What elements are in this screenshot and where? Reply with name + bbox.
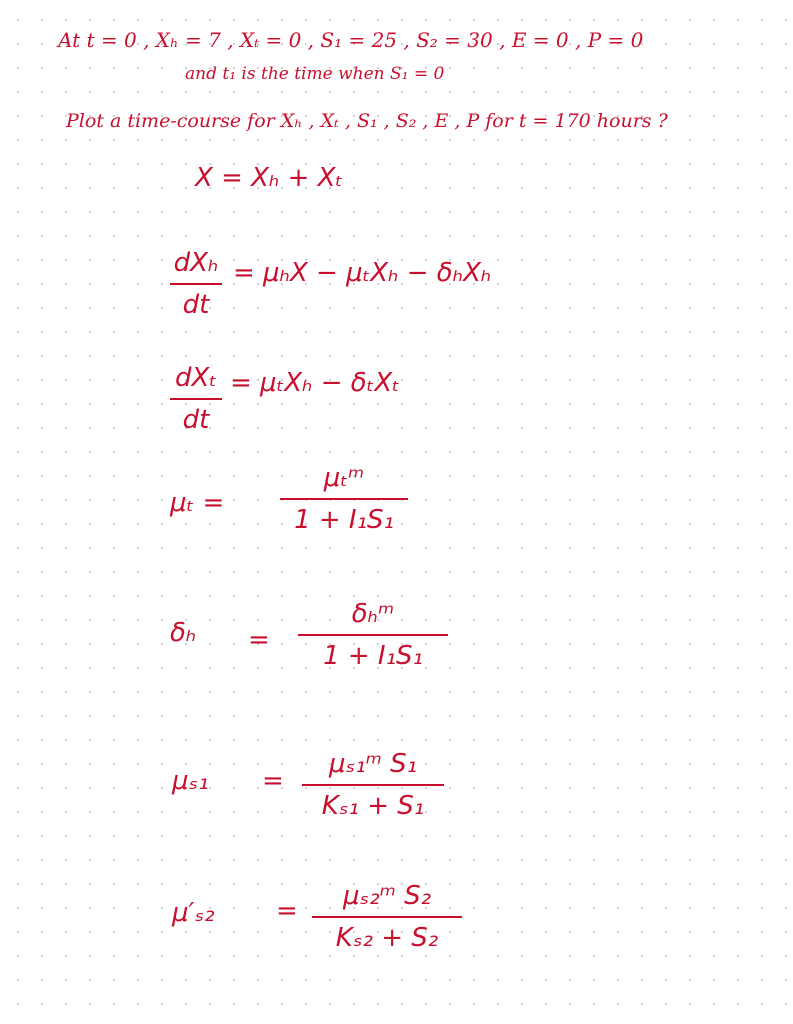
delta-h-numerator: δₕᵐ (351, 599, 395, 629)
dxt-fraction-bar (170, 398, 222, 400)
problem-time-definition: and t₁ is the time when S₁ = 0 (185, 64, 445, 84)
equation-delta-h-equals: = (248, 625, 270, 655)
equation-delta-h-lhs: δₕ (170, 618, 197, 648)
problem-initial-conditions: At t = 0 , Xₕ = 7 , Xₜ = 0 , S₁ = 25 , S₂ = 30 , E = 0 , P = 0 (58, 28, 644, 52)
equation-mu-s2-lhs: μ′ₛ₂ (172, 898, 215, 928)
mu-t-numerator: μₜᵐ (323, 463, 365, 493)
equation-dxh-rhs: = μₕX − μₜXₕ − δₕXₕ (233, 258, 492, 288)
equation-delta-h-fraction (298, 598, 448, 672)
mu-s1-denominator: Kₛ₁ + S₁ (321, 790, 425, 821)
mu-s2-fraction-bar (312, 916, 462, 918)
mu-s1-fraction-bar (302, 784, 444, 786)
dxh-numerator: dXₕ (173, 248, 219, 278)
dxh-denominator: dt (182, 289, 210, 320)
problem-plot-question: Plot a time-course for Xₕ , Xₜ , S₁ , S₂ , E , P for t = 170 hours ? (66, 110, 668, 132)
equation-dxt-fraction (170, 362, 222, 436)
equation-dxh-fraction (170, 247, 222, 321)
equation-mu-s2-fraction (312, 880, 462, 954)
mu-s1-numerator: μₛ₁ᵐ S₁ (328, 749, 418, 779)
delta-h-fraction-bar (298, 634, 448, 636)
equation-mu-s2-equals: = (276, 896, 298, 926)
equation-mu-s1-equals: = (262, 766, 284, 796)
equation-dxt-rhs: = μₜXₕ − δₜXₜ (230, 368, 400, 398)
equation-mu-s1-fraction (302, 748, 444, 822)
equation-mu-s1-lhs: μₛ₁ (172, 766, 209, 796)
equation-mu-t-lhs: μₜ = (170, 488, 225, 518)
dxt-denominator: dt (182, 404, 210, 435)
equation-total-biomass: X = Xₕ + Xₜ (195, 163, 344, 193)
mu-s2-numerator: μₛ₂ᵐ S₂ (342, 881, 432, 911)
equation-mu-t-fraction (280, 462, 408, 536)
dxh-fraction-bar (170, 283, 222, 285)
dxt-numerator: dXₜ (175, 363, 217, 393)
mu-t-denominator: 1 + I₁S₁ (294, 504, 394, 535)
delta-h-denominator: 1 + I₁S₁ (323, 640, 423, 671)
mu-t-fraction-bar (280, 498, 408, 500)
mu-s2-denominator: Kₛ₂ + S₂ (335, 922, 439, 953)
